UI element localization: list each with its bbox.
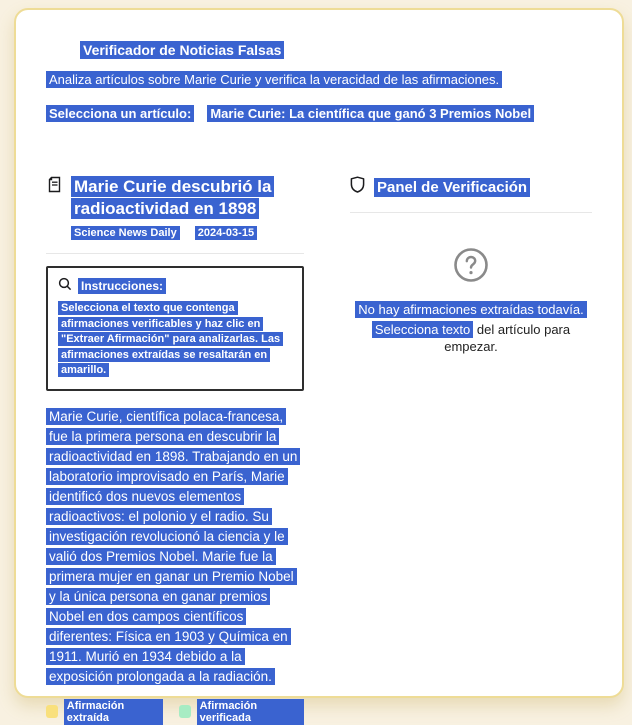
- instructions-label: Instrucciones:: [78, 278, 166, 294]
- instructions-text: Selecciona el texto que contenga afirmaciones verificables y haz clic en "Extraer Afirmación" para analizarlas. Las afirmaciones extraídas se resaltarán en amarillo.: [58, 301, 292, 379]
- panel-header: [350, 176, 592, 198]
- legend-item-verified: [179, 699, 304, 725]
- verified-swatch-icon: [179, 705, 191, 718]
- article-source: Science News Daily: [71, 226, 180, 240]
- article-select-row: [46, 105, 592, 122]
- panel-title: Panel de Verificación: [374, 179, 530, 196]
- legend-extracted-label: Afirmación extraída: [64, 699, 163, 725]
- instructions-header: [58, 277, 292, 294]
- article-body-text[interactable]: Marie Curie, científica polaca-francesa, fue la primera persona en descubrir la radioactividad en 1898. Trabajando en un laboratorio improvisado en París, Marie identificó dos nuevos elementos radioactivos: el polonio y el radio. Su investigación revolucionó la ciencia y le valió dos Premios Nobel. Marie fue la primera mujer en ganar un Premio Nobel y la única persona en ganar premios Nobel en dos campos científicos diferentes: Física en 1903 y Química en 1911. Murió en 1934 debido a la exposición prolongada a la radiación.: [46, 407, 304, 687]
- empty-state-line1: No hay afirmaciones extraídas todavía.: [350, 301, 592, 318]
- panel-empty-state: [350, 247, 592, 355]
- question-circle-icon: [453, 247, 489, 288]
- legend-verified-label: Afirmación verificada: [197, 699, 304, 725]
- article-select[interactable]: Marie Curie: La científica que ganó 3 Premios Nobel: [207, 105, 534, 122]
- empty-state-line2-highlight: Selecciona texto: [372, 321, 473, 338]
- article-column: [46, 176, 304, 725]
- verification-panel: [350, 176, 592, 725]
- document-icon: [46, 176, 63, 198]
- content-grid: [46, 176, 592, 725]
- app-subtitle: Analiza artículos sobre Marie Curie y verifica la veracidad de las afirmaciones.: [46, 71, 592, 88]
- empty-state-line2-rest: del artículo para empezar.: [444, 322, 571, 354]
- empty-state-line2: [350, 321, 592, 355]
- page-title: [46, 42, 592, 58]
- article-title: Marie Curie descubrió la radioactividad en 1898: [71, 176, 283, 220]
- shield-icon: [350, 176, 365, 198]
- app-card: [14, 8, 624, 724]
- article-date: 2024-03-15: [195, 226, 257, 240]
- article-divider: [46, 253, 304, 254]
- extracted-swatch-icon: [46, 705, 58, 718]
- search-icon: [58, 277, 72, 294]
- panel-divider: [350, 212, 592, 213]
- article-select-label: Selecciona un artículo:: [46, 105, 194, 122]
- article-header: [46, 176, 304, 220]
- instructions-box: [46, 266, 304, 391]
- legend-item-extracted: [46, 699, 163, 725]
- highlight-legend: [46, 699, 304, 725]
- page-title-text: Verificador de Noticias Falsas: [80, 41, 284, 59]
- article-meta: [71, 227, 304, 239]
